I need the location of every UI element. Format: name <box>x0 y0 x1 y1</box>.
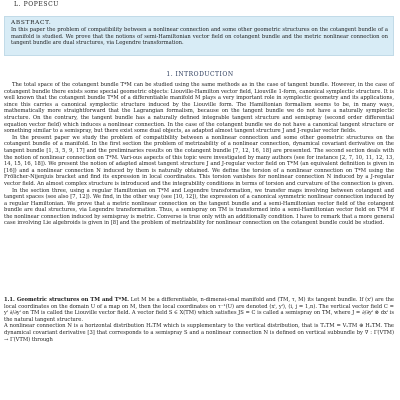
subsection-paragraph-2: A nonlinear connection N is a horizontal distribution HₑTM which is supplementary to the vertical distribution, that is TₑTM = VₑTM ⊕ HₑTM. The dynamical covariant derivative [3] that corresponds to a semispray S and a nonlinear connection N is defined on vertical subbundle by ∇ : Γ(VTM) → Γ(VTM) through <box>4 323 394 343</box>
intro-paragraph-1: The total space of the cotangent bundle T*M can be studied using the same methods as in the case of tangent bundle. However, in the case of cotangent bundle there exists some special geometric objects: Liouville-Hamilton vector field, Liouville 1-form, canonical symplectic structure. It is well known that the cotangent bundle T*M of a differentiable manifold M plays a very important role in symplectic geometry and its applications, since this carries a canonical symplectic structure induced by the Liouville form. The Hamiltonian formalism seems to be, in many ways, mathematically more straightforward that the Lagrangian formalism, because on the tangent bundle we do not have a naturally symplectic structure. On the contrary, the tangent bundle has a naturally defined integrable tangent structure and semispray (second order differential equation vector field) which induces a nonlinear connection. In the case of the cotangent bundle we do not have a canonical tangent structure or something similar to a semispray, but there exist some dual objects, as adapted almost tangent structure J and J-regular vector fields. <box>4 82 394 135</box>
section-title: 1. INTRODUCTION <box>166 71 234 78</box>
abstract-box <box>4 16 394 56</box>
abstract-text: In this paper the problem of compatibility between a nonlinear connection and some other geometric structures on the cotangent bundle of a manifold is studied. We prove that the notions of semi-Hamiltonian vector field on cotangent bundle and the metric nonlinear connection on tangent bundle are dual structures, via Legendre transformation. <box>11 27 388 47</box>
subsection-paragraph-1 <box>4 297 394 323</box>
intro-paragraph-3: In the section three, using a regular Hamiltonian on T*M and Legendre transformation, we transfer maps involving between cotangent and tangent spaces (see also [7, 12]). We find, in the other way (see [10, 12]), the expression of a canonical symmetric nonlinear connection induced by a regular Hamiltonian. We prove that a metric nonlinear connection on the tangent bundle and a semi-Hamiltonian vector field of the cotangent bundle are dual structures, via Legendre transformation. Thus, a semispray on TM is transformed into a semi-Hamiltonian vector field on T*M if the nonlinear connection induced by semispray is metric. Converse is true only with an additionally condition. I have to remark that a more general case involving Lie algebroids is given in [8] and the problem of metrizability for nonlinear connection on the cotangent bundle could be studied. <box>4 187 394 227</box>
intro-paragraph-2: In the present paper we study the problem of compatibility between a nonlinear connection and some other geometric structures on the cotangent bundle of a manifold. In the first section the problem of metrizability of a nonlinear connection, dynamical covariant derivative on the tangent bundle [1, 3, 5, 9, 17] and the preliminaries results on the cotangent bundle [7, 12, 16, 18] are presented. The second section deals with the notion of nonlinear connection on T*M. Vari-ous aspects of this topic were investigated by many authors (see for instance [2, 7, 10, 11, 12, 13, 14, 15, 16, 18]). We present the notion of adapted almost tangent structure J and J-regular vector field on T*M (an equivalent definition is given in [16]) and a nonlinear connection N induced by them is naturally obtained. We define the torsion of a nonlinear connection on T*M using the Frölicher-Nijenjuis bracket and find its expression in local coordinates. This torsion vanishes for nonlinear connection N induced by a J-regular vector field. An almost complex structure is introduced and the integrability conditions in terms of torsion and curvature of the connection is given. <box>4 134 394 187</box>
subsection-1-1 <box>4 297 394 343</box>
running-head: L. POPESCU <box>14 1 59 8</box>
subsection-heading: 1.1. Geometric structures on TM and T*M. <box>4 297 129 303</box>
subsection-text-1: Let M be a differentiable, n-dimensi-onal manifold and (TM, τ, M) its tangent bundle. If (xⁱ) are the local coordinates on the domain U of a map on M, then the local coordinates on τ⁻¹(U) are denoted (xⁱ, yⁱ), (i, j = 1,n). The vertical vector field C = yⁱ ∂/∂yⁱ on TM is called the Liouville vector field. A vector field S ∈ X(TM) which satisfies JS = C is called a semispray on TM, where J = ∂/∂yⁱ ⊗ dxⁱ is the natural tangent structure. <box>4 297 394 323</box>
introduction-body <box>4 82 394 227</box>
abstract-title: ABSTRACT. <box>11 20 52 26</box>
